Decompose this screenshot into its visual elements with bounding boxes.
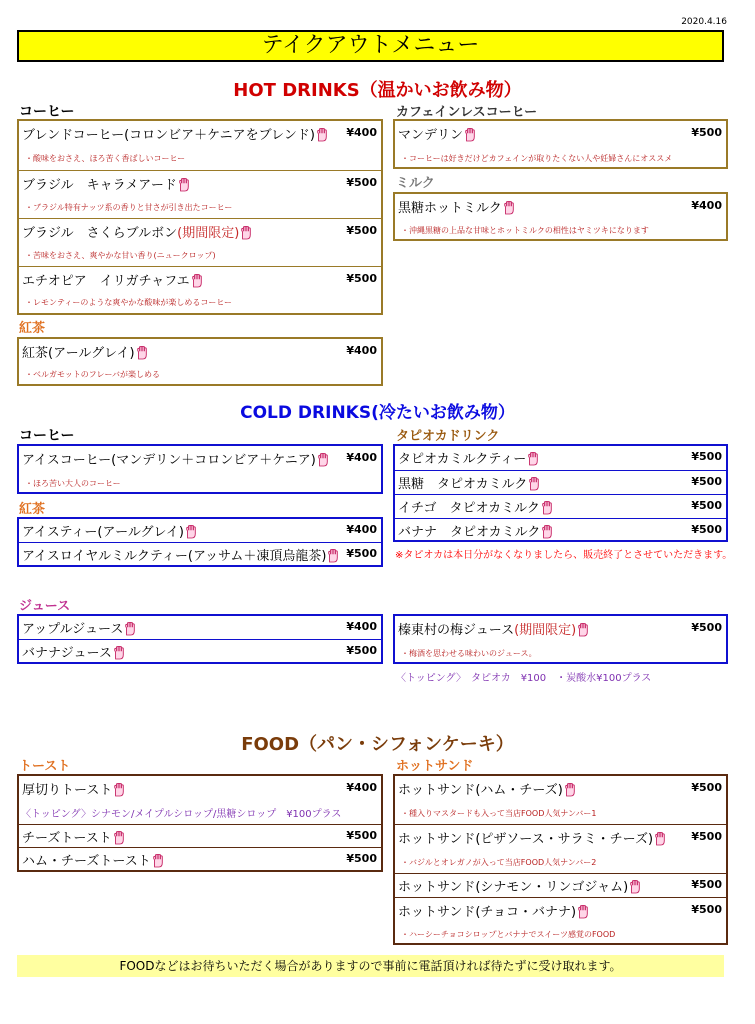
- menu-item[interactable]: [19, 616, 381, 639]
- hand-icon: [113, 646, 125, 660]
- hand-icon: [541, 501, 553, 515]
- menu-item[interactable]: [19, 121, 381, 170]
- item-name: 厚切りトースト: [22, 779, 125, 798]
- menu-item[interactable]: [19, 218, 381, 266]
- item-name: 黒糖 タピオカミルク: [398, 473, 540, 492]
- item-price: ¥400: [691, 199, 722, 212]
- item-name: ハム・チーズトースト: [22, 850, 164, 869]
- item-name: アイスティー(アールグレイ): [22, 521, 197, 540]
- cold-coffee-box: [17, 444, 383, 494]
- item-name: アップルジュース: [22, 618, 136, 637]
- item-name: マンデリン: [398, 124, 476, 143]
- hot-drinks-title: HOT DRINKS（温かいお飲み物）: [233, 80, 522, 101]
- decaf-label: カフェインレスコーヒー: [396, 105, 538, 120]
- item-name: エチオピア イリガチャフエ: [22, 270, 203, 289]
- item-desc: ・苦味をおさえ、爽やかな甘い香り(ニュークロップ): [25, 251, 216, 260]
- item-desc: ・ほろ苦い大人のコーヒー: [25, 479, 121, 488]
- hand-icon: [178, 178, 190, 192]
- item-desc: ・ハーシーチョコシロップとバナナでスイーツ感覚のFOOD: [401, 930, 616, 939]
- menu-item[interactable]: [395, 776, 726, 824]
- hand-icon: [577, 905, 589, 919]
- ume-box: [393, 614, 728, 664]
- menu-item[interactable]: [395, 470, 726, 494]
- item-price: ¥500: [346, 644, 377, 657]
- item-price: ¥500: [691, 450, 722, 463]
- menu-item[interactable]: [19, 847, 381, 870]
- menu-item[interactable]: [19, 639, 381, 662]
- menu-item[interactable]: [19, 446, 381, 492]
- item-name: ホットサンド(シナモン・リンゴジャム): [398, 876, 641, 895]
- item-name: バナナ タピオカミルク: [398, 521, 553, 540]
- item-price: ¥500: [691, 781, 722, 794]
- toast-label: トースト: [19, 759, 71, 774]
- item-price: ¥400: [346, 451, 377, 464]
- hand-icon: [185, 525, 197, 539]
- item-name: タピオカミルクティー: [398, 448, 539, 467]
- juice-label: ジュース: [19, 599, 71, 614]
- topping-note: 〈トッピング〉 タピオカ ¥100 ・炭酸水¥100プラス: [396, 673, 652, 684]
- item-name: 榛東村の梅ジュース(期間限定): [398, 619, 589, 638]
- hand-icon: [240, 226, 252, 240]
- item-price: ¥500: [691, 499, 722, 512]
- item-desc: ・レモンティーのような爽やかな酸味が楽しめるコーヒー: [25, 298, 233, 307]
- item-price: ¥500: [346, 224, 377, 237]
- item-price: ¥500: [691, 878, 722, 891]
- item-price: ¥400: [346, 344, 377, 357]
- item-desc: ・バジルとオレガノが入って当店FOOD人気ナンバー2: [401, 858, 597, 867]
- item-desc: ・ブラジル特有ナッツ系の香りと甘さが引き出たコーヒー: [25, 203, 233, 212]
- hand-icon: [503, 201, 515, 215]
- hotsand-box: [393, 774, 728, 945]
- item-price: ¥500: [691, 903, 722, 916]
- menu-item[interactable]: [395, 897, 726, 943]
- item-name: バナナジュース: [22, 642, 125, 661]
- hand-icon: [464, 128, 476, 142]
- menu-item[interactable]: [395, 616, 726, 662]
- item-price: ¥500: [346, 176, 377, 189]
- milk-box: [393, 192, 728, 241]
- menu-item[interactable]: [19, 339, 381, 384]
- item-price: ¥500: [691, 475, 722, 488]
- menu-item[interactable]: [19, 519, 381, 542]
- menu-item[interactable]: [19, 824, 381, 847]
- item-desc: ・種入りマスタードも入って当店FOOD人気ナンバー1: [401, 809, 597, 818]
- juice-box: [17, 614, 383, 664]
- item-price: ¥500: [346, 547, 377, 560]
- cold-coffee-label: コーヒー: [19, 428, 75, 444]
- menu-item[interactable]: [395, 824, 726, 873]
- hand-icon: [113, 831, 125, 845]
- item-name: ホットサンド(ピザソース・サラミ・チーズ): [398, 828, 666, 847]
- item-price: ¥500: [691, 621, 722, 634]
- item-desc: 〈トッピング〉シナモン/メイプルシロップ/黒糖シロップ ¥100プラス: [21, 809, 342, 820]
- item-price: ¥500: [691, 830, 722, 843]
- footer-notice: FOODなどはお待ちいただく場合がありますので事前に電話頂ければ待たずに受け取れます。: [17, 955, 724, 977]
- menu-item[interactable]: [19, 776, 381, 824]
- hand-icon: [528, 477, 540, 491]
- item-price: ¥400: [346, 620, 377, 633]
- hand-icon: [152, 854, 164, 868]
- item-price: ¥400: [346, 781, 377, 794]
- hand-icon: [577, 623, 589, 637]
- menu-item[interactable]: [19, 542, 381, 565]
- menu-item[interactable]: [395, 194, 726, 239]
- menu-item[interactable]: [395, 446, 726, 470]
- menu-item[interactable]: [395, 121, 726, 167]
- menu-item[interactable]: [395, 873, 726, 897]
- tapioca-note: ※タピオカは本日分がなくなりましたら、販売終了とさせていただきます。: [395, 550, 733, 561]
- hand-icon: [541, 525, 553, 539]
- hotsand-label: ホットサンド: [396, 759, 474, 774]
- item-name: ブラジル さくらブルボン(期間限定): [22, 222, 252, 241]
- hot-coffee-label: コーヒー: [19, 104, 75, 120]
- hand-icon: [317, 453, 329, 467]
- hand-icon: [136, 346, 148, 360]
- hand-icon: [629, 880, 641, 894]
- hand-icon: [527, 452, 539, 466]
- item-price: ¥500: [346, 852, 377, 865]
- tapioca-box: [393, 444, 728, 542]
- milk-label: ミルク: [396, 176, 435, 191]
- hand-icon: [327, 549, 339, 563]
- item-desc: ・酸味をおさえ、ほろ苦く香ばしいコーヒー: [25, 154, 186, 163]
- decaf-box: [393, 119, 728, 169]
- tapioca-label: タピオカドリンク: [396, 429, 500, 444]
- item-name: ホットサンド(ハム・チーズ): [398, 779, 576, 798]
- menu-item[interactable]: [395, 518, 726, 540]
- hand-icon: [316, 128, 328, 142]
- item-name: ブラジル キャラメアード: [22, 174, 190, 193]
- hand-icon: [124, 622, 136, 636]
- item-price: ¥500: [691, 126, 722, 139]
- hot-tea-label: 紅茶: [19, 321, 46, 336]
- menu-item[interactable]: [19, 170, 381, 218]
- item-price: ¥400: [346, 126, 377, 139]
- item-name: ホットサンド(チョコ・バナナ): [398, 901, 589, 920]
- hand-icon: [564, 783, 576, 797]
- menu-item[interactable]: [19, 266, 381, 313]
- item-price: ¥400: [346, 523, 377, 536]
- item-name: 紅茶(アールグレイ): [22, 342, 148, 361]
- item-price: ¥500: [346, 829, 377, 842]
- item-name: チーズトースト: [22, 827, 125, 846]
- item-name: アイスコーヒー(マンデリン＋コロンビア＋ケニア): [22, 449, 329, 468]
- item-price: ¥500: [691, 523, 722, 536]
- menu-item[interactable]: [395, 494, 726, 518]
- hand-icon: [191, 274, 203, 288]
- hot-coffee-box: [17, 119, 383, 315]
- page-title: テイクアウトメニュー: [17, 30, 724, 62]
- item-desc: ・コーヒーは好きだけどカフェインが取りたくない人や妊婦さんにオススメ: [401, 154, 673, 163]
- item-desc: ・沖縄黒糖の上品な甘味とホットミルクの相性はヤミツキになります: [401, 226, 649, 235]
- toast-box: [17, 774, 383, 872]
- item-name: ブレンドコーヒー(コロンビア＋ケニアをブレンド): [22, 124, 328, 143]
- item-name: イチゴ タピオカミルク: [398, 497, 553, 516]
- food-title: FOOD（パン・シフォンケーキ）: [241, 734, 514, 755]
- item-name: 黒糖ホットミルク: [398, 197, 515, 216]
- date-label: 2020.4.16: [681, 17, 727, 27]
- item-desc: ・梅酒を思わせる味わいのジュース。: [401, 649, 537, 658]
- item-price: ¥500: [346, 272, 377, 285]
- cold-tea-label: 紅茶: [19, 502, 46, 517]
- cold-tea-box: [17, 517, 383, 567]
- item-name: アイスロイヤルミルクティー(アッサム＋凍頂烏龍茶): [22, 545, 339, 564]
- hot-tea-box: [17, 337, 383, 386]
- cold-drinks-title: COLD DRINKS(冷たいお飲み物）: [240, 403, 515, 423]
- hand-icon: [113, 783, 125, 797]
- hand-icon: [654, 832, 666, 846]
- item-desc: ・ベルガモットのフレーバが楽しめる: [25, 370, 161, 379]
